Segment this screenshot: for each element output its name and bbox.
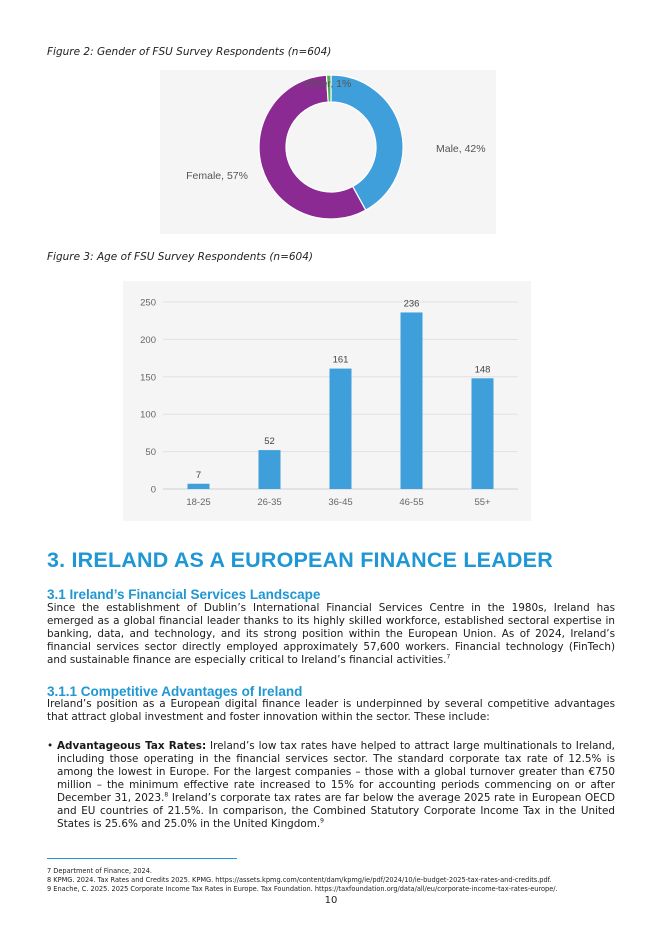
- donut-label-other: Other, 1%: [304, 78, 352, 90]
- page-number: 10: [324, 895, 338, 906]
- x-tick-label-55+: 55+: [474, 497, 491, 508]
- figure-2-caption: Figure 2: Gender of FSU Survey Respondents (n=604): [47, 46, 332, 58]
- age-bar-chart: [123, 281, 531, 521]
- subsection-3-1-1-heading: 3.1.1 Competitive Advantages of Ireland: [47, 684, 303, 699]
- subsection-3-1-paragraph: Since the establishment of Dublin’s International Financial Services Centre in the 1980s, Ireland has emerged as a global financial leader thanks to its highly skilled workforce, established sectoral expertise in banking, data, and technology, and its strong position within the European Union. As of 2024, Ireland’s financial services sector directly employed approximately 57,600 workers. Financial technology (FinTech) and sustainable finance are especially critical to Ireland’s financial activities.$^7$: [47, 602, 615, 666]
- footnote-divider: [47, 858, 237, 859]
- donut-label-female: Female, 57%: [186, 170, 248, 182]
- x-tick-label-18-25: 18-25: [186, 497, 211, 508]
- section-heading: 3. IRELAND AS A EUROPEAN FINANCE LEADER: [47, 548, 553, 572]
- bar-value-label-26-35: 52: [264, 436, 275, 448]
- y-tick-label-150: 150: [140, 372, 156, 384]
- y-tick-label-250: 250: [140, 297, 156, 309]
- bar-26-35: [259, 450, 281, 489]
- subsection-3-1-heading: 3.1 Ireland’s Financial Services Landscape: [47, 587, 321, 602]
- bar-value-label-18-25: 7: [195, 469, 202, 481]
- y-tick-label-0: 0: [150, 484, 156, 496]
- y-tick-label-200: 200: [140, 334, 156, 346]
- bar-55+: [472, 378, 494, 489]
- y-tick-label-50: 50: [145, 447, 156, 459]
- figure-3-caption: Figure 3: Age of FSU Survey Respondents (n=604): [47, 251, 314, 263]
- footnote-7: 7 Department of Finance, 2024.: [47, 867, 153, 875]
- bar-value-label-36-45: 161: [332, 354, 349, 366]
- bar-value-label-46-55: 236: [403, 298, 420, 310]
- y-tick-label-100: 100: [140, 409, 156, 421]
- subsection-3-1-1-paragraph: Ireland’s position as a European digital finance leader is underpinned by several competitive advantages that attract global investment and foster innovation within the sector. These include:: [47, 698, 615, 723]
- x-tick-label-46-55: 46-55: [399, 497, 424, 508]
- bar-18-25: [188, 484, 210, 489]
- donut-slice-male: [331, 75, 403, 210]
- gender-donut-chart: [160, 70, 496, 234]
- donut-label-male: Male, 42%: [436, 143, 486, 155]
- footnote-9: 9 Enache, C. 2025. 2025 Corporate Income Tax Rates in Europe. Tax Foundation. https://taxfoundation.org/data/all/eu/corporate-income-tax-rates-europe/.: [47, 885, 558, 893]
- x-tick-label-26-35: 26-35: [257, 497, 282, 508]
- bullet-dot: •: [47, 740, 54, 752]
- bar-36-45: [330, 369, 352, 489]
- bar-value-label-55+: 148: [474, 364, 491, 376]
- tax-rates-bullet: • Advantageous Tax Rates: Ireland’s low tax rates have helped to attract large multinationals to Ireland, including those operating in the financial services sector. The standard corporate tax rate of 12.5% is among the lowest in Europe. For the largest companies – those with a global turnover greater than €750 million – the minimum effective rate increased to 15% for accounting periods commencing on or after December 31, 2023.$^8$ Ireland’s corporate tax rates are far below the average 2025 rate in European OECD and EU countries of 21.5%. In comparison, the Combined Statutory Corporate Income Tax in the United States is 25.6% and 25.0% in the United Kingdom.$^9$: [47, 740, 615, 830]
- footnote-8: 8 KPMG. 2024. Tax Rates and Credits 2025. KPMG. https://assets.kpmg.com/content/dam/kpmg/ie/pdf/2024/10/ie-budget-2025-tax-rates-and-credits.pdf.: [47, 876, 552, 884]
- bar-46-55: [401, 312, 423, 489]
- x-tick-label-36-45: 36-45: [328, 497, 353, 508]
